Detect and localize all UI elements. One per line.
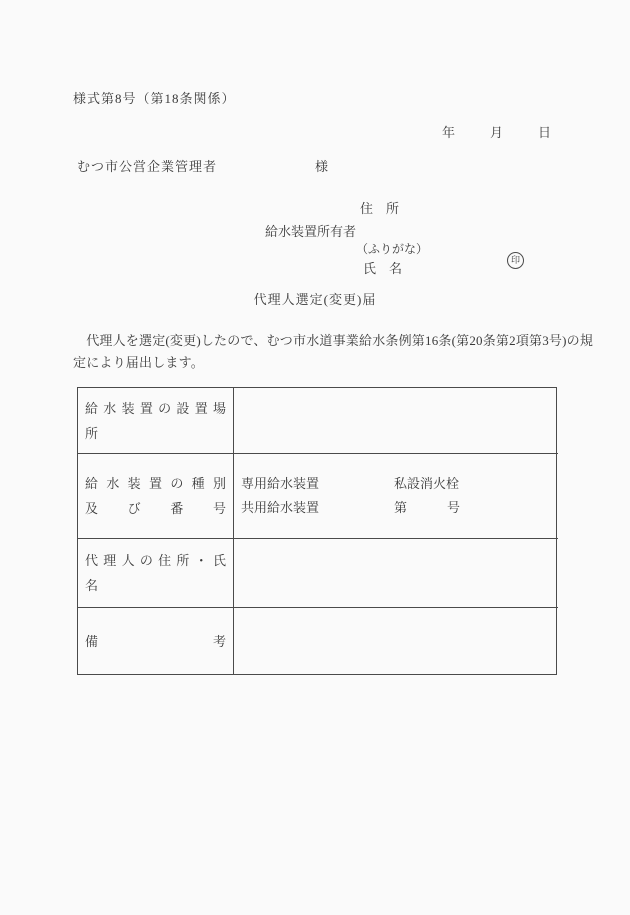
owner-address-label: 住 所: [360, 201, 400, 216]
device-type-label-line2: 及 び 番 号: [85, 501, 226, 516]
owner-name-label: 氏 名: [363, 261, 403, 276]
table-row2-label-cell: [78, 454, 234, 539]
shared-device-label: 共用給水装置: [241, 500, 320, 515]
body-line-2: 定により届出します。: [73, 355, 204, 370]
dedicated-device-label: 専用給水装置: [241, 476, 320, 491]
table-row2-value-cell: [234, 454, 558, 539]
agent-address-name-label: 代 理 人 の 住 所 ・ 氏 名: [85, 553, 226, 593]
addressee-honorific: 様: [315, 159, 329, 174]
table-row3-label-cell: [78, 539, 234, 608]
page-title: 代理人選定(変更)届: [253, 292, 377, 307]
date-day-label: 日: [538, 125, 552, 140]
table-row1-label-cell: [78, 388, 234, 454]
addressee-name: むつ市公営企業管理者: [77, 159, 218, 174]
number-prefix-label: 第: [394, 500, 408, 515]
owner-role-label: 給水装置所有者: [265, 224, 357, 239]
number-suffix-label: 号: [447, 500, 461, 515]
form-table: [77, 387, 557, 675]
private-hydrant-label: 私設消火栓: [394, 476, 460, 491]
table-row4-label-cell: [78, 608, 234, 674]
device-type-label-line1: 給 水 装 置 の 種 別: [85, 476, 226, 491]
owner-furigana-label: （ふりがな）: [356, 242, 429, 256]
date-month-label: 月: [490, 125, 504, 140]
table-row4-value-cell: [234, 608, 558, 674]
seal-icon: 印: [507, 252, 524, 269]
installation-location-label: 給 水 装 置 の 設 置 場 所: [85, 400, 226, 441]
table-row1-value-cell: [234, 388, 558, 454]
body-paragraph: [73, 330, 593, 374]
date-year-label: 年: [442, 125, 456, 140]
remarks-label: 備 考: [85, 633, 226, 649]
body-line-1: 代理人を選定(変更)したので、むつ市水道事業給水条例第16条(第20条第2項第3号)の規: [73, 333, 594, 348]
table-row3-value-cell: [234, 539, 558, 608]
form-number: 様式第8号（第18条関係）: [73, 91, 236, 106]
